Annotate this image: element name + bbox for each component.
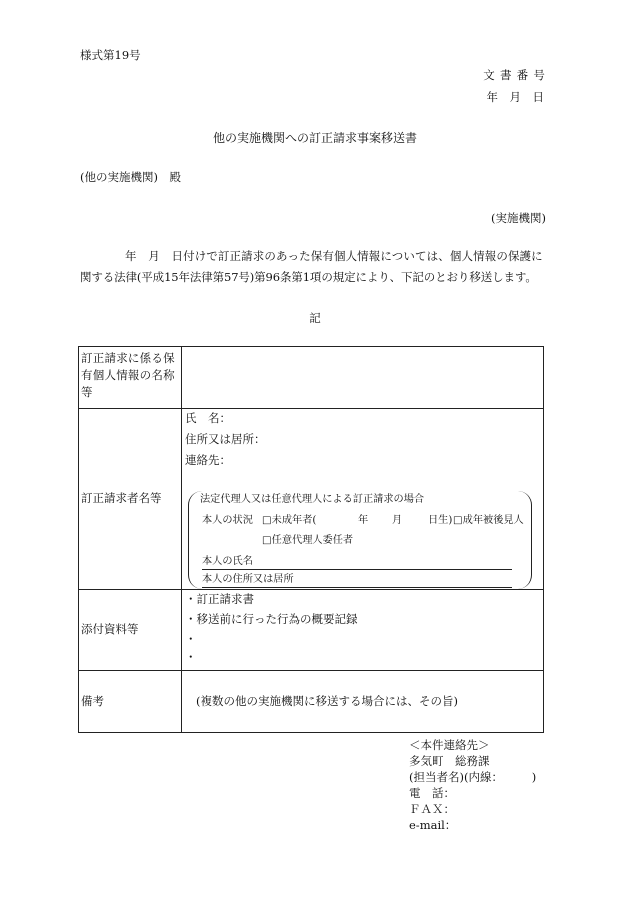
- document-number-label: 文書番号: [483, 68, 550, 82]
- body-line-1: 年 月 日付けで訂正請求のあった保有個人情報については、個人情報の保護に: [125, 249, 543, 263]
- attachment-item: ・移送前に行った行為の概要記録: [185, 612, 358, 626]
- requester-contact-label: 連絡先：: [185, 453, 231, 467]
- contact-person: (担当者名)(内線： ): [409, 770, 537, 784]
- attachments-label-cell: [79, 590, 182, 671]
- requester-value-cell: [182, 409, 544, 590]
- requester-address-label: 住所又は居所：: [185, 432, 266, 446]
- attachments-label: 添付資料等: [81, 622, 139, 637]
- form-number: 様式第19号: [80, 48, 141, 62]
- info-name-label-line: 等: [81, 385, 93, 399]
- adult-ward-checkbox: □成年被後見人: [453, 515, 524, 526]
- table-row: [79, 590, 544, 671]
- sender-agency: (実施機関): [491, 211, 546, 225]
- contact-fax: ＦＡＸ：: [409, 802, 455, 816]
- attachments-value-cell: [182, 590, 544, 671]
- proxy-heading: 法定代理人又は任意代理人による訂正請求の場合: [200, 494, 425, 505]
- birth-day-label: 日生): [428, 515, 453, 526]
- person-name-label: 本人の氏名: [202, 556, 253, 567]
- body-line-2: 関する法律(平成15年法律第57号)第96条第1項の規定により、下記のとおり移送します。: [80, 270, 537, 284]
- delegator-checkbox: □任意代理人委任者: [262, 535, 354, 546]
- date-label: 年 月 日: [486, 90, 544, 104]
- info-name-label-cell: [79, 347, 182, 409]
- requester-label: 訂正請求者名等: [81, 491, 162, 506]
- document-title: 他の実施機関への訂正請求事案移送書: [212, 131, 417, 145]
- person-name-underline: [202, 569, 512, 570]
- person-status-label: 本人の状況: [202, 515, 253, 526]
- contact-email: e-mail：: [409, 818, 457, 832]
- table-row: [79, 671, 544, 733]
- table-row: [79, 409, 544, 590]
- attachment-item: ・: [185, 632, 197, 646]
- info-name-label-line: 訂正請求に係る保: [81, 351, 175, 365]
- requester-name-label: 氏 名：: [185, 411, 231, 425]
- contact-phone: 電 話：: [409, 786, 455, 800]
- contact-heading: ＜本件連絡先＞: [409, 738, 490, 752]
- info-name-label-line: 有個人情報の名称: [81, 368, 175, 382]
- remarks-label-cell: [79, 671, 182, 733]
- attachment-item: ・訂正請求書: [185, 592, 254, 606]
- addressee: (他の実施機関) 殿: [80, 170, 181, 184]
- contact-department: 多気町 総務課: [409, 754, 490, 768]
- requester-label-cell: [79, 409, 182, 590]
- birth-year-label: 年: [358, 515, 369, 526]
- birth-month-label: 月: [392, 515, 403, 526]
- info-name-value-cell: [182, 347, 544, 409]
- minor-checkbox: □未成年者(: [262, 515, 317, 526]
- attachment-item: ・: [185, 650, 197, 664]
- table-row: [79, 347, 544, 409]
- request-form-table: [78, 346, 544, 733]
- person-address-underline: [202, 587, 512, 588]
- remarks-value-cell: [182, 671, 544, 733]
- remarks-note: (複数の他の実施機関に移送する場合には、その旨): [196, 693, 458, 708]
- remarks-label: 備考: [81, 693, 104, 708]
- ki-heading: 記: [309, 311, 321, 325]
- person-address-label: 本人の住所又は居所: [202, 574, 294, 585]
